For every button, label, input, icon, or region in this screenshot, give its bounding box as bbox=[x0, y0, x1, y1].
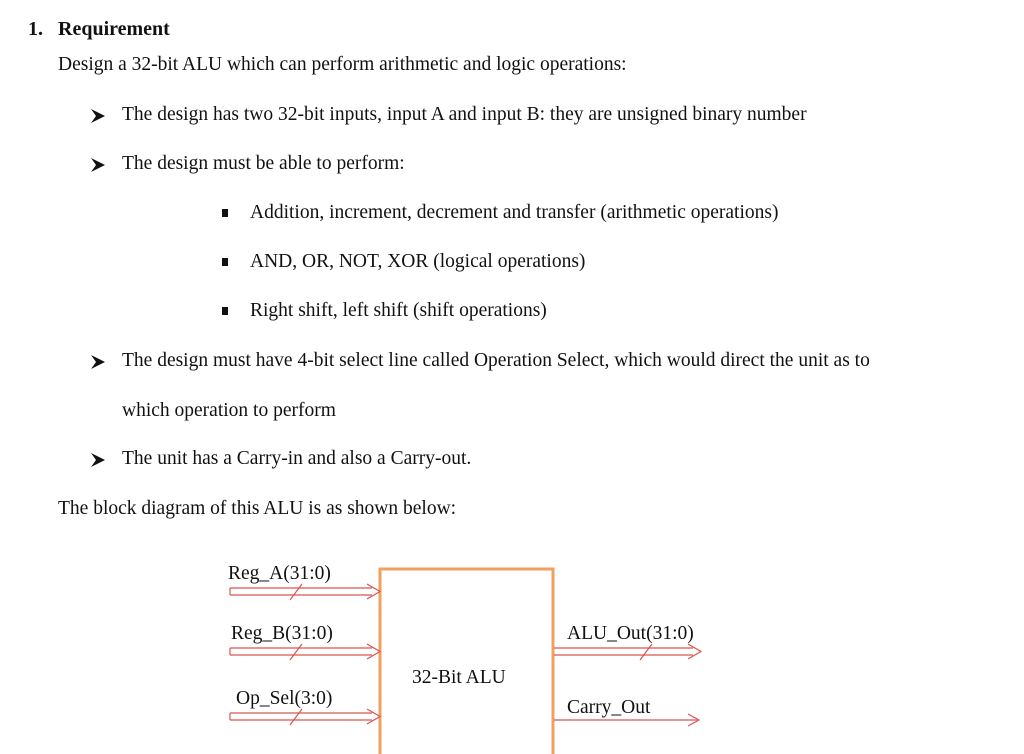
bullet-select-line: The design must have 4-bit select line called Operation Select, which would direct the unit as to bbox=[122, 350, 870, 371]
sub-bullet-logical: AND, OR, NOT, XOR (logical operations) bbox=[250, 251, 586, 272]
bullet-carry: The unit has a Carry-in and also a Carry-out. bbox=[122, 448, 472, 469]
sub-bullet-shift: Right shift, left shift (shift operations) bbox=[250, 300, 547, 321]
reg-a-bus-arrow bbox=[230, 584, 380, 600]
intro-paragraph: Design a 32-bit ALU which can perform arithmetic and logic operations: bbox=[58, 54, 627, 75]
section-number: 1. bbox=[28, 18, 43, 40]
alu-out-bus-arrow bbox=[554, 644, 701, 660]
op-sel-bus-arrow bbox=[230, 709, 380, 725]
sub-bullet-arithmetic: Addition, increment, decrement and transfer (arithmetic operations) bbox=[250, 202, 779, 223]
reg-b-bus-arrow bbox=[230, 644, 380, 660]
section-title: Requirement bbox=[58, 18, 170, 40]
bullet-perform: The design must be able to perform: bbox=[122, 153, 405, 174]
reg-b-label: Reg_B(31:0) bbox=[231, 623, 333, 644]
bullet-select-line-continued: which operation to perform bbox=[122, 400, 336, 421]
alu-block bbox=[380, 569, 553, 754]
carry-out-label: Carry_Out bbox=[567, 697, 651, 718]
bullet-inputs: The design has two 32-bit inputs, input A and input B: they are unsigned binary number bbox=[122, 104, 807, 125]
alu-out-label: ALU_Out(31:0) bbox=[567, 623, 694, 644]
op-sel-label: Op_Sel(3:0) bbox=[236, 688, 333, 709]
reg-a-label: Reg_A(31:0) bbox=[228, 563, 331, 584]
alu-block-label: 32-Bit ALU bbox=[412, 667, 506, 688]
diagram-intro: The block diagram of this ALU is as shown below: bbox=[58, 498, 457, 519]
